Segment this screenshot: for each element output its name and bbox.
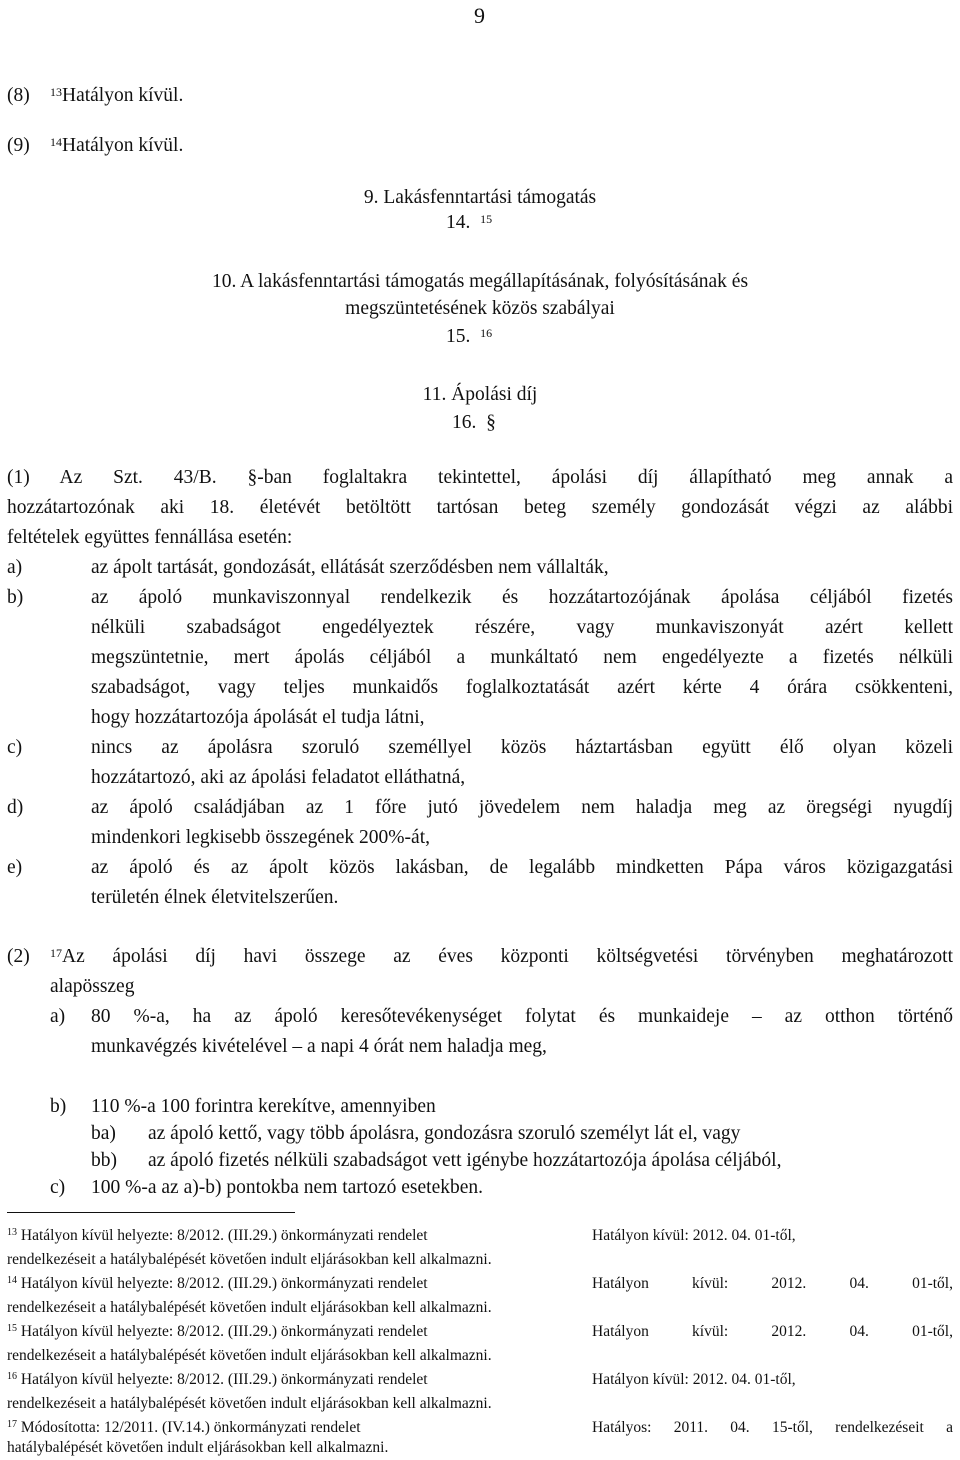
item-8: $^{13}$Hatályon kívül. bbox=[50, 85, 184, 106]
footnote-17: $^{17}$ Módosította: 12/2011. (IV.14.) önkormányzati rendelet bbox=[7, 1419, 361, 1436]
footnote-16-effect: Hatályon kívül: 2012. 04. 01-től, bbox=[592, 1371, 796, 1388]
footnote-15-line2: rendelkezéseit a hatálybalépését követően indult eljárásokban kell alkalmazni. bbox=[7, 1347, 492, 1364]
footnote-14-line2: rendelkezéseit a hatálybalépését követően indult eljárásokban kell alkalmazni. bbox=[7, 1299, 492, 1316]
item-9: $^{14}$Hatályon kívül. bbox=[50, 135, 184, 156]
page-number: 9 bbox=[474, 3, 485, 28]
point-b-line2: nélküli szabadságot engedélyeztek részére, vagy munkaviszonyát azért kellett bbox=[91, 617, 953, 638]
para-1-line2: hozzátartozónak aki 18. életévét betöltött tartósan beteg személy gondozását végzi az alábbi bbox=[7, 497, 953, 518]
point-c-line1: nincs az ápolásra szoruló személlyel közös háztartásban együtt élő olyan közeli bbox=[91, 737, 953, 758]
point-c-line2: hozzátartozó, aki az ápolási feladatot elláthatná, bbox=[91, 767, 466, 788]
footnote-ref-14[interactable]: 14 bbox=[50, 135, 62, 149]
point-b-line4: szabadságot, vagy teljes munkaidős foglalkoztatását azért kérte 4 órára csökkenteni, bbox=[91, 677, 953, 698]
footnote-ref-13[interactable]: 13 bbox=[50, 85, 62, 99]
para-2-line2: alapösszeg bbox=[50, 976, 135, 997]
p2-point-b-text: 110 %-a 100 forintra kerekítve, amennyiben bbox=[91, 1096, 436, 1117]
point-e-label: e) bbox=[7, 857, 23, 878]
p2-point-c-label: c) bbox=[50, 1177, 66, 1198]
p2-point-c-text: 100 %-a az a)-b) pontokba nem tartozó esetekben. bbox=[91, 1177, 483, 1198]
footnote-16: $^{16}$ Hatályon kívül helyezte: 8/2012. (III.29.) önkormányzati rendelet bbox=[7, 1371, 428, 1388]
point-b-line3: megszüntetnie, mert ápolás céljából a munkáltató nem engedélyezte a fizetés nélküli bbox=[91, 647, 953, 668]
footnote-14: $^{14}$ Hatályon kívül helyezte: 8/2012. (III.29.) önkormányzati rendelet bbox=[7, 1275, 428, 1292]
para-1-line3: feltételek együttes fennállása esetén: bbox=[7, 527, 293, 548]
footnote-13-line2: rendelkezéseit a hatálybalépését követően indult eljárásokban kell alkalmazni. bbox=[7, 1251, 492, 1268]
footnote-separator bbox=[7, 1212, 295, 1213]
section-10-para: 15. $^{16}$ bbox=[446, 326, 493, 347]
footnote-ref-17[interactable]: 17 bbox=[50, 946, 62, 960]
point-a-text: az ápolt tartását, gondozását, ellátását szerződésben nem vállalták, bbox=[91, 557, 609, 578]
para-2-line1: $^{17}$Az ápolási díj havi összege az éves központi költségvetési törvényben meghatározott bbox=[50, 946, 953, 967]
point-d-line2: mindenkori legkisebb összegének 200%-át, bbox=[91, 827, 430, 848]
item-8-number: (8) bbox=[7, 85, 30, 106]
p2-point-b-label: b) bbox=[50, 1096, 67, 1117]
footnote-16-line2: rendelkezéseit a hatálybalépését követően indult eljárásokban kell alkalmazni. bbox=[7, 1395, 492, 1412]
footnote-13-effect: Hatályon kívül: 2012. 04. 01-től, bbox=[592, 1227, 796, 1244]
section-11-title: 11. Ápolási díj bbox=[422, 384, 538, 405]
p2-point-a-line1: 80 %-a, ha az ápoló keresőtevékenységet folytat és munkaideje – az otthon történő bbox=[91, 1006, 953, 1027]
footnote-17-effect: Hatályos: 2011. 04. 15-től, rendelkezéseit a bbox=[592, 1419, 953, 1436]
footnote-17-line2: hatálybalépését követően indult eljárásokban kell alkalmazni. bbox=[7, 1439, 389, 1456]
point-c-label: c) bbox=[7, 737, 23, 758]
footnote-14-effect: Hatályon kívül: 2012. 04. 01-től, bbox=[592, 1275, 953, 1292]
point-d-line1: az ápoló családjában az 1 főre jutó jövedelem nem haladja meg az öregségi nyugdíj bbox=[91, 797, 953, 818]
para-1-line1: (1) Az Szt. 43/B. §-ban foglaltakra tekintettel, ápolási díj állapítható meg annak a bbox=[7, 467, 953, 488]
item-9-number: (9) bbox=[7, 135, 30, 156]
point-d-label: d) bbox=[7, 797, 24, 818]
footnote-15-effect: Hatályon kívül: 2012. 04. 01-től, bbox=[592, 1323, 953, 1340]
footnote-15: $^{15}$ Hatályon kívül helyezte: 8/2012. (III.29.) önkormányzati rendelet bbox=[7, 1323, 428, 1340]
footnote-13: $^{13}$ Hatályon kívül helyezte: 8/2012. (III.29.) önkormányzati rendelet bbox=[7, 1227, 428, 1244]
p2-point-ba-text: az ápoló kettő, vagy több ápolásra, gondozásra szoruló személyt lát el, vagy bbox=[148, 1123, 741, 1144]
section-9-title: 9. Lakásfenntartási támogatás bbox=[363, 187, 597, 208]
p2-point-a-label: a) bbox=[50, 1006, 66, 1027]
section-10-title-line2: megszüntetésének közös szabályai bbox=[345, 298, 615, 319]
p2-point-bb-label: bb) bbox=[91, 1150, 117, 1171]
footnote-ref-16[interactable]: 16 bbox=[480, 326, 493, 340]
section-9-para: 14. $^{15}$ bbox=[446, 212, 493, 233]
point-b-line1: az ápoló munkaviszonnyal rendelkezik és hozzátartozójának ápolása céljából fizetés bbox=[91, 587, 953, 608]
section-10-title-line1: 10. A lakásfenntartási támogatás megállapításának, folyósításának és bbox=[211, 271, 749, 292]
point-e-line1: az ápoló és az ápolt közös lakásban, de legalább mindketten Pápa város közigazgatási bbox=[91, 857, 953, 878]
point-a-label: a) bbox=[7, 557, 23, 578]
point-b-label: b) bbox=[7, 587, 24, 608]
p2-point-a-line2: munkavégzés kivételével – a napi 4 órát nem haladja meg, bbox=[91, 1036, 547, 1057]
section-11-para: 16. § bbox=[452, 412, 496, 433]
point-b-line5: hogy hozzátartozója ápolását el tudja látni, bbox=[91, 707, 425, 728]
p2-point-ba-label: ba) bbox=[91, 1123, 116, 1144]
point-e-line2: területén élnek életvitelszerűen. bbox=[91, 887, 339, 908]
para-2-number: (2) bbox=[7, 946, 30, 967]
p2-point-bb-text: az ápoló fizetés nélküli szabadságot vett igénybe hozzátartozója ápolása céljából, bbox=[148, 1150, 782, 1171]
footnote-ref-15[interactable]: 15 bbox=[480, 212, 493, 226]
